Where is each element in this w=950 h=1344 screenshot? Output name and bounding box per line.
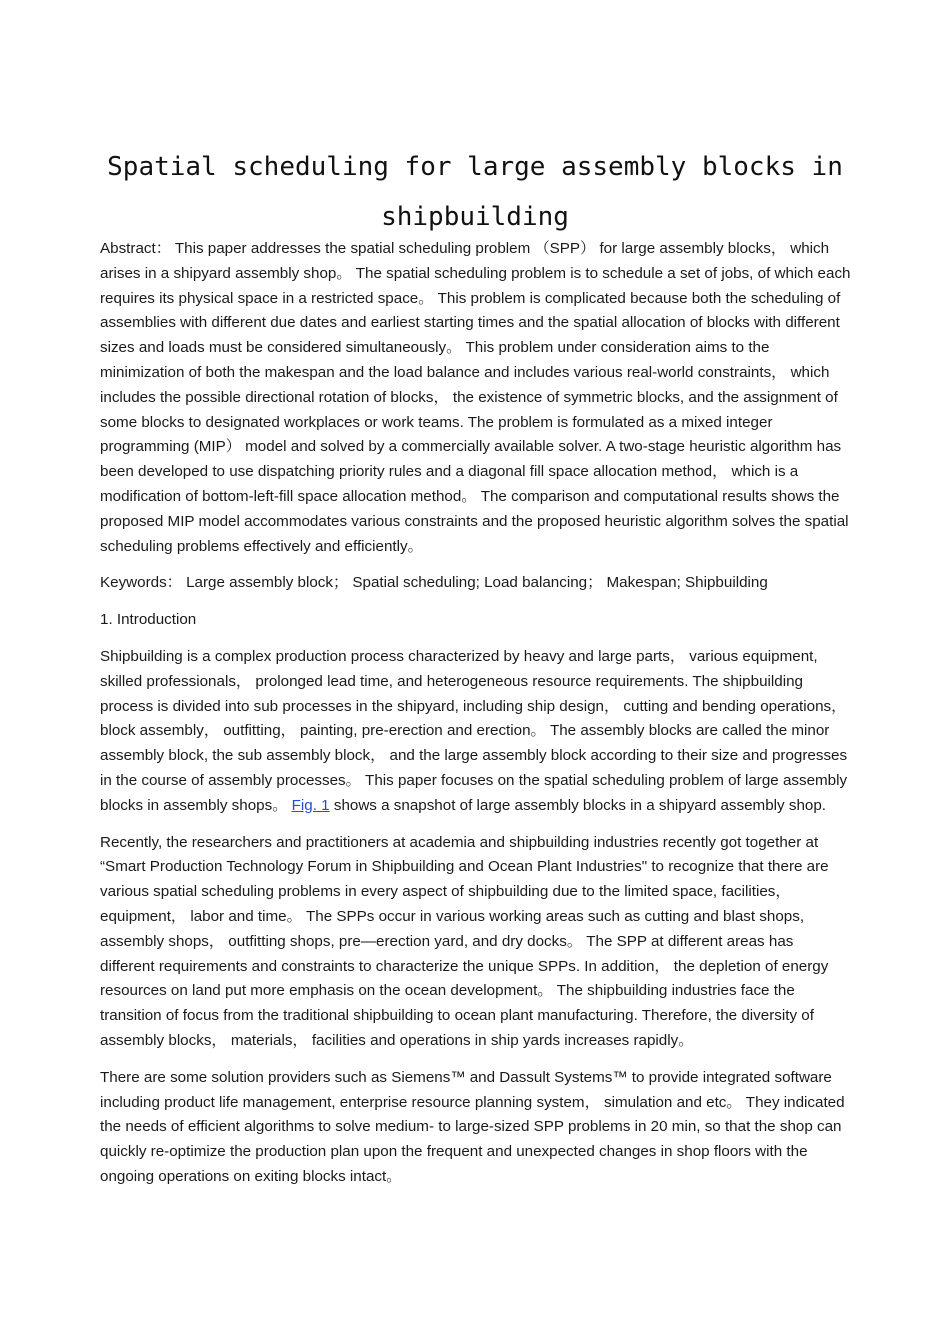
intro-paragraph-1-tail: shows a snapshot of large assembly blocks in a shipyard assembly shop. xyxy=(333,796,826,814)
paper-body xyxy=(100,237,852,1202)
intro-paragraph-2: Recently, the researchers and practitioners at academia and shipbuilding industries recently got together at “Smart Production Technology Forum in Shipbuilding and Ocean Plant Industries" to recognize that there are various spatial scheduling problems in every aspect of shipbuilding due to the limited space, facilities， equipment， labor and time。 The SPPs occur in various working areas such as cutting and blast shops, assembly shops， outfitting shops, pre—erection yard, and dry docks。 The SPP at different areas has different requirements and constraints to characterize the unique SPPs. In addition， the depletion of energy resources on land put more emphasis on the ocean development。 The shipbuilding industries face the transition of focus from the traditional shipbuilding to ocean plant manufacturing. Therefore, the diversity of assembly blocks， materials， facilities and operations in ship yards increases rapidly。 xyxy=(100,833,829,1049)
intro-paragraph-1-text: Shipbuilding is a complex production process characterized by heavy and large parts， various equipment, skilled professionals， prolonged lead time, and heterogeneous resource requirements. The shipbuilding process is divided into sub processes in the shipyard, including ship design， cutting and bending operations， block assembly， outfitting， painting, pre-erection and erection。 The assembly blocks are called the minor assembly block, the sub assembly block， and the large assembly block according to their size and progresses in the course of assembly processes。 This paper focuses on the spatial scheduling problem of large assembly blocks in assembly shops。 xyxy=(100,647,848,814)
keywords-line: Keywords： Large assembly block； Spatial scheduling; Load balancing； Makespan; Shipbuilding xyxy=(100,574,768,592)
figure-1-link[interactable]: Fig. 1 xyxy=(291,796,330,814)
paper-title: Spatial scheduling for large assembly blocks in shipbuilding xyxy=(107,152,843,232)
intro-paragraph-3: There are some solution providers such as Siemens™ and Dassult Systems™ to provide integrated software including product life management, enterprise resource planning system， simulation and etc。 They indicated the needs of efficient algorithms to solve medium- to large-sized SPP problems in 20 min, so that the shop can quickly re-optimize the production plan upon the frequent and unexpected changes in shop floors with the ongoing operations on exiting blocks intact。 xyxy=(100,1068,845,1185)
section-heading-introduction: 1. Introduction xyxy=(100,611,197,629)
intro-paragraph-1 xyxy=(100,645,852,819)
abstract-paragraph: Abstract： This paper addresses the spatial scheduling problem （SPP） for large assembly blocks， which arises in a shipyard assembly shop。 The spatial scheduling problem is to schedule a set of jobs, of which each requires its physical space in a restricted space。 This problem is complicated because both the scheduling of assemblies with different due dates and earliest starting times and the spatial allocation of blocks with different sizes and loads must be considered simultaneously。 This problem under consideration aims to the minimization of both the makespan and the load balance and includes various real-world constraints， which includes the possible directional rotation of blocks， the existence of symmetric blocks, and the assignment of some blocks to designated workplaces or work teams. The problem is formulated as a mixed integer programming (MIP） model and solved by a commercially available solver. A two-stage heuristic algorithm has been developed to use dispatching priority rules and a diagonal fill space allocation method， which is a modification of bottom-left-fill space allocation method。 The comparison and computational results shows the proposed MIP model accommodates various constraints and the proposed heuristic algorithm solves the spatial scheduling problems effectively and efficiently。 xyxy=(100,240,851,555)
